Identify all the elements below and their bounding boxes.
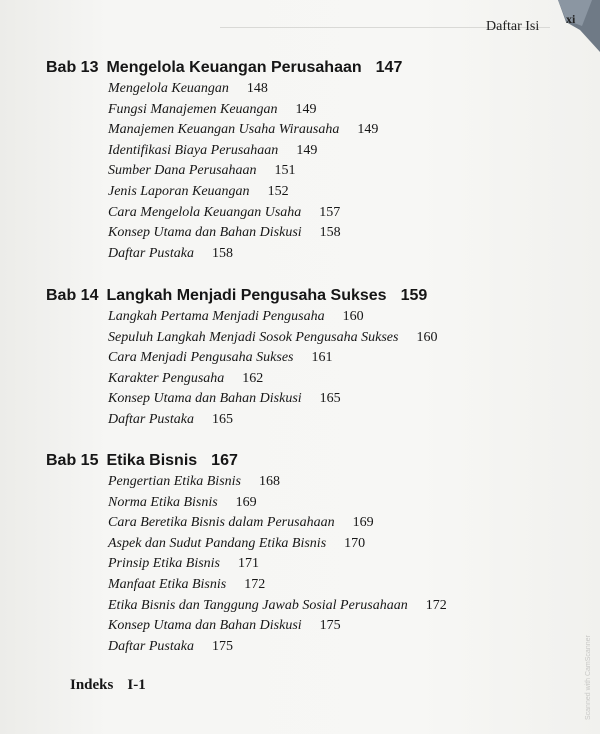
entry-page: 168 xyxy=(258,474,280,489)
chapter-14 xyxy=(46,285,437,431)
toc-entry xyxy=(108,182,402,203)
entry-label: Norma Etika Bisnis xyxy=(108,494,218,510)
entry-label: Daftar Pustaka xyxy=(108,638,194,654)
entry-label: Konsep Utama dan Bahan Diskusi xyxy=(108,391,302,407)
chapter-title: Mengelola Keuangan Perusahaan xyxy=(106,59,362,76)
index-entry xyxy=(70,677,146,694)
entry-label: Fungsi Manajemen Keuangan xyxy=(108,101,278,117)
entry-label: Langkah Pertama Menjadi Pengusaha xyxy=(108,309,325,324)
chapter-13 xyxy=(46,57,402,264)
toc-entry xyxy=(108,534,447,555)
toc-entry xyxy=(108,389,437,410)
entry-page: 172 xyxy=(244,576,266,592)
chapter-page: 147 xyxy=(375,59,403,76)
entry-page: 165 xyxy=(319,391,341,407)
chapter-title-row xyxy=(46,450,447,472)
entry-label: Konsep Utama dan Bahan Diskusi xyxy=(108,225,302,241)
entry-label: Manajemen Keuangan Usaha Wirausaha xyxy=(108,122,340,138)
entry-label: Sepuluh Langkah Menjadi Sosok Pengusaha Sukses xyxy=(108,329,399,345)
entry-page: 157 xyxy=(319,204,341,220)
entry-label: Daftar Pustaka xyxy=(108,411,194,427)
entry-page: 160 xyxy=(416,329,438,345)
entry-page: 161 xyxy=(311,350,333,366)
chapter-entries xyxy=(108,307,437,431)
entry-page: 165 xyxy=(211,411,233,427)
chapter-title-row xyxy=(46,57,402,79)
toc-entry xyxy=(108,493,447,514)
chapter-entries xyxy=(108,79,402,264)
entry-label: Etika Bisnis dan Tanggung Jawab Sosial Perusahaan xyxy=(108,597,408,613)
entry-label: Daftar Pustaka xyxy=(108,245,194,261)
page-number: xi xyxy=(566,12,576,26)
toc-entry xyxy=(108,410,437,431)
toc-entry xyxy=(108,513,447,534)
entry-label: Cara Beretika Bisnis dalam Perusahaan xyxy=(108,515,335,531)
toc-entry xyxy=(108,554,447,575)
entry-page: 158 xyxy=(211,245,233,261)
entry-label: Cara Mengelola Keuangan Usaha xyxy=(108,204,302,220)
chapter-title: Etika Bisnis xyxy=(106,452,198,469)
entry-label: Identifikasi Biaya Perusahaan xyxy=(108,142,279,158)
index-label: Indeks xyxy=(70,677,114,693)
entry-page: 149 xyxy=(357,122,379,138)
toc-entry xyxy=(108,203,402,224)
entry-page: 152 xyxy=(267,183,289,199)
toc-entry xyxy=(108,596,447,617)
entry-page: 149 xyxy=(296,142,318,158)
entry-label: Prinsip Etika Bisnis xyxy=(108,556,220,572)
chapter-title-row xyxy=(46,285,437,307)
toc-entry xyxy=(108,575,447,596)
toc-entry xyxy=(108,100,402,121)
chapter-page: 159 xyxy=(400,287,428,304)
toc-entry xyxy=(108,244,402,265)
entry-page: 160 xyxy=(342,309,364,324)
entry-page: 151 xyxy=(274,163,296,179)
chapter-number: Bab 13 xyxy=(46,59,99,76)
toc-entry xyxy=(108,637,447,658)
chapter-15 xyxy=(46,450,447,657)
chapter-title: Langkah Menjadi Pengusaha Sukses xyxy=(106,287,387,304)
entry-page: 171 xyxy=(238,556,259,572)
entry-label: Pengertian Etika Bisnis xyxy=(108,474,241,489)
toc-entry xyxy=(108,141,402,162)
toc-entry xyxy=(108,328,437,349)
entry-label: Jenis Laporan Keuangan xyxy=(108,183,250,199)
entry-page: 149 xyxy=(295,101,317,117)
chapter-page: 167 xyxy=(211,452,238,469)
toc-entry xyxy=(108,79,402,100)
toc-entry xyxy=(108,348,437,369)
toc-entry xyxy=(108,472,447,493)
entry-label: Sumber Dana Perusahaan xyxy=(108,163,257,179)
entry-page: 158 xyxy=(319,225,341,241)
toc-entry xyxy=(108,223,402,244)
entry-page: 162 xyxy=(242,370,264,386)
entry-label: Aspek dan Sudut Pandang Etika Bisnis xyxy=(108,535,327,551)
chapter-number: Bab 14 xyxy=(46,287,99,304)
entry-label: Manfaat Etika Bisnis xyxy=(108,576,227,592)
toc-entry xyxy=(108,161,402,182)
entry-page: 170 xyxy=(344,535,366,551)
chapter-entries xyxy=(108,472,447,657)
entry-label: Konsep Utama dan Bahan Diskusi xyxy=(108,618,302,634)
entry-label: Mengelola Keuangan xyxy=(108,81,229,96)
entry-label: Cara Menjadi Pengusaha Sukses xyxy=(108,350,294,366)
entry-page: 148 xyxy=(246,81,268,96)
toc-entry xyxy=(108,307,437,328)
entry-page: 175 xyxy=(211,638,233,654)
entry-page: 175 xyxy=(319,618,341,634)
toc-entry xyxy=(108,369,437,390)
entry-page: 172 xyxy=(425,597,447,613)
running-header: Daftar Isi xyxy=(486,19,540,34)
chapter-number: Bab 15 xyxy=(46,452,99,469)
entry-page: 169 xyxy=(352,515,374,531)
entry-label: Karakter Pengusaha xyxy=(108,370,225,386)
toc-entry xyxy=(108,616,447,637)
scanner-watermark: Scanned with CamScanner xyxy=(585,635,592,720)
entry-page: 169 xyxy=(235,494,257,510)
page-corner-tab xyxy=(552,0,600,52)
index-page: I-1 xyxy=(127,677,146,693)
toc-entry xyxy=(108,120,402,141)
